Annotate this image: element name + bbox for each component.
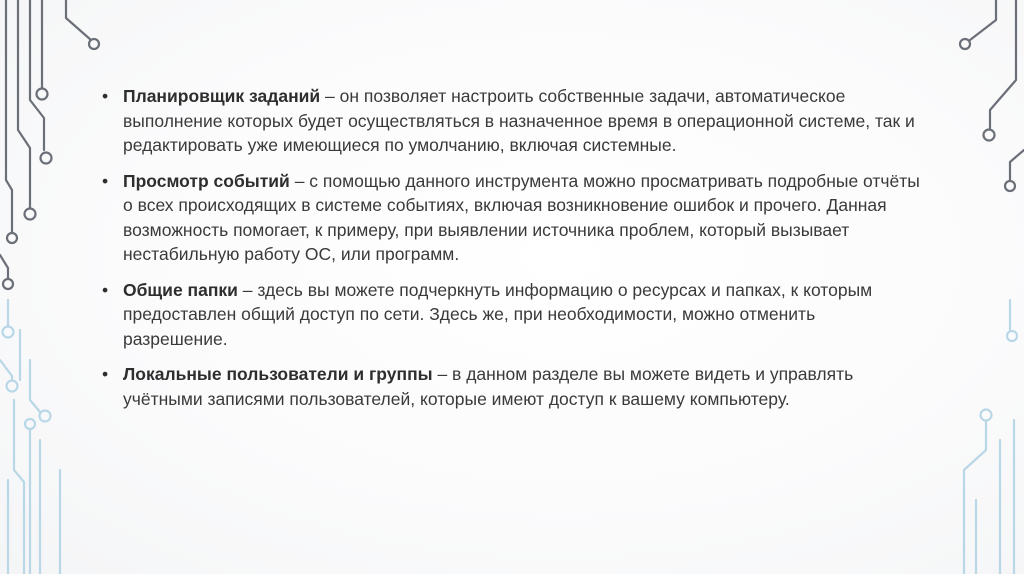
- list-item: [100, 84, 920, 158]
- bullet-icon: •: [102, 364, 109, 384]
- item-description: – здесь вы можете подчеркнуть информацию о ресурсах и папках, к которым предоставлен общий доступ по сети. Здесь же, при необходимости, можно отменить разрешение.: [123, 279, 873, 349]
- item-description: – он позволяет настроить собственные задачи, автоматическое выполнение которых будет осуществляться в назначенное время в операционной системе, так и редактировать уже имеющиеся по умолчанию, включая системные.: [123, 86, 915, 155]
- item-term: Планировщик заданий: [123, 86, 321, 106]
- item-term: Просмотр событий: [123, 170, 290, 191]
- list-item: [100, 362, 920, 411]
- item-description: – в данном разделе вы можете видеть и управлять учётными записями пользователей, которые имеют доступ к вашему компьютеру.: [123, 364, 854, 409]
- item-term: Общие папки: [123, 279, 238, 300]
- list-item: [100, 169, 920, 267]
- list-item: [100, 278, 920, 352]
- item-term: Локальные пользователи и группы: [123, 364, 433, 384]
- item-description: – с помощью данного инструмента можно просматривать подробные отчёты о всех происходящих в системе событиях, включая возникновение ошибок и прочего. Данная возможность помогает, к примеру, при выявлении источника проблем, который вызывает нестабильную работу ОС, или программ.: [123, 170, 920, 264]
- bullet-icon: •: [102, 170, 109, 191]
- bullet-list: [100, 84, 920, 411]
- bullet-icon: •: [102, 279, 109, 300]
- slide-body: [100, 84, 920, 422]
- bullet-icon: •: [102, 86, 109, 106]
